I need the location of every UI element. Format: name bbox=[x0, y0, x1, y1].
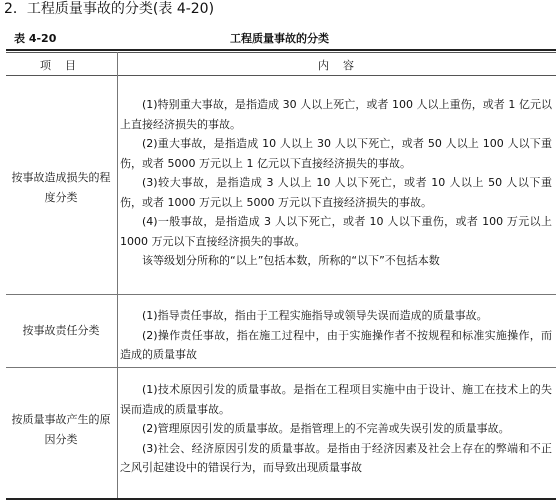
table-header-bottom-rule bbox=[6, 75, 556, 76]
row-divider bbox=[6, 367, 556, 368]
content-paragraph: (2)操作责任事故，指在施工过程中，由于实施操作者不按规程和标准实施操作，而造成的质量事故 bbox=[120, 328, 552, 361]
content-paragraph: (1)特别重大事故，是指造成 30 人以上死亡，或者 100 人以上重伤，或者 1 亿元以上直接经济损失的事故。 bbox=[120, 98, 552, 131]
row-category: 按质量事故产生的原因分类 bbox=[11, 413, 111, 446]
content-paragraph: (4)一般事故，是指造成 3 人以下死亡，或者 10 人以下重伤，或者 100 万元以上 1000 万元以下直接经济损失的事故。 bbox=[120, 215, 552, 248]
column-divider bbox=[117, 52, 118, 498]
content-paragraph: (1)技术原因引发的质量事故。是指在工程项目实施中由于设计、施工在技术上的失误而造成的质量事故。 bbox=[120, 383, 552, 416]
table-header-top-rule bbox=[6, 52, 556, 53]
section-heading: 2．工程质量事故的分类(表 4-20) bbox=[4, 1, 215, 17]
column-header-content: 内容 bbox=[318, 59, 368, 72]
row-content bbox=[120, 95, 552, 271]
row-content bbox=[120, 306, 552, 365]
content-paragraph: (3)较大事故，是指造成 3 人以上 10 人以下死亡，或者 10 人以上 50 人以下重伤，或者 1000 万元以上 5000 万元以下直接经济损失的事故。 bbox=[120, 176, 552, 209]
row-category: 按事故责任分类 bbox=[22, 324, 100, 337]
content-paragraph: (1)指导责任事故，指由于工程实施指导或领导失误而造成的质量事故。 bbox=[142, 309, 488, 322]
table-title: 工程质量事故的分类 bbox=[230, 32, 329, 45]
row-divider bbox=[6, 294, 556, 295]
row-category: 按事故造成损失的程度分类 bbox=[11, 171, 111, 204]
row-content bbox=[120, 380, 552, 478]
content-paragraph: (3)社会、经济原因引发的质量事故。是指由于经济因素及社会上存在的弊端和不正之风引起建设中的错误行为，而导致出现质量事故 bbox=[120, 441, 552, 474]
table-number: 表 4-20 bbox=[14, 32, 57, 45]
content-paragraph: (2)管理原因引发的质量事故。是指管理上的不完善或失误引发的质量事故。 bbox=[142, 422, 510, 435]
table-bottom-rule bbox=[6, 498, 556, 500]
content-paragraph: 该等级划分所称的“以上”包括本数，所称的“以下”不包括本数 bbox=[142, 254, 440, 267]
column-header-item: 项目 bbox=[40, 59, 90, 72]
table-top-rule bbox=[6, 49, 556, 51]
content-paragraph: (2)重大事故，是指造成 10 人以上 30 人以下死亡，或者 50 人以上 100 人以下重伤，或者 5000 万元以上 1 亿元以下直接经济损失的事故。 bbox=[120, 137, 552, 170]
